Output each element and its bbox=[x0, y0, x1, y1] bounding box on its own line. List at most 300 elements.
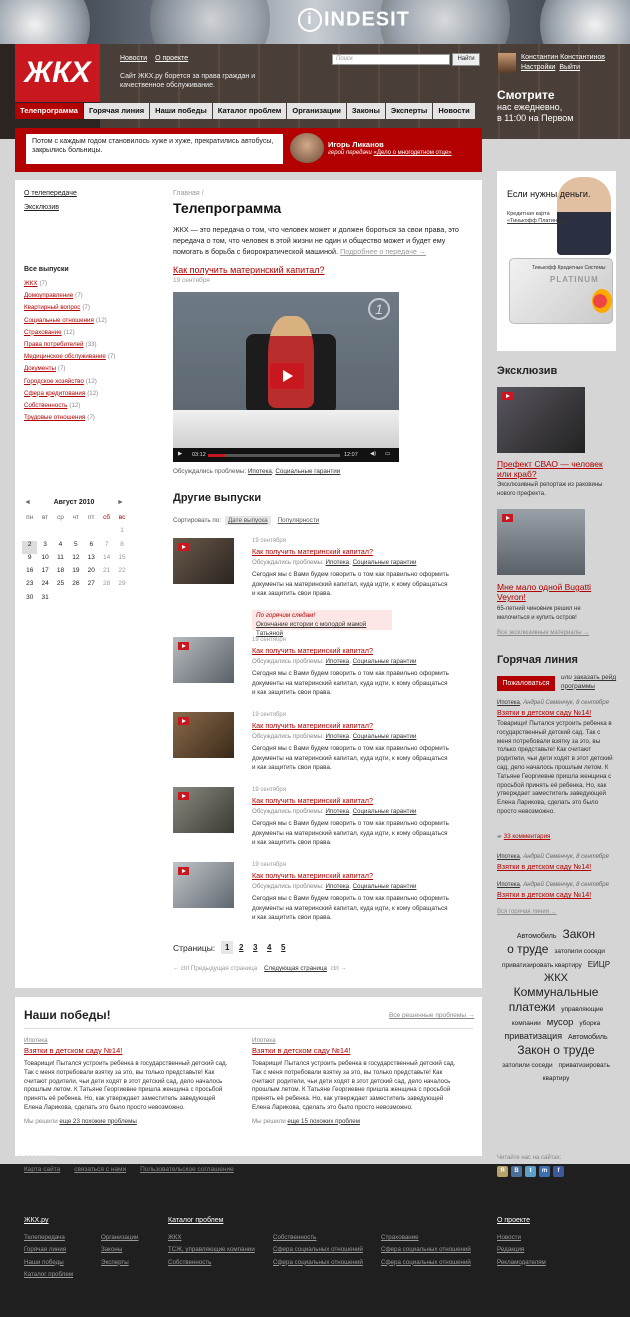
footer-column bbox=[273, 1232, 363, 1269]
episode-discussed: Обсуждались проблемы: Ипотека, Социальные гарантии bbox=[252, 559, 417, 566]
calendar-empty bbox=[68, 594, 83, 607]
calendar-next-button[interactable]: ► bbox=[117, 499, 124, 506]
similar-problems-link[interactable]: еще 15 похожих проблем bbox=[287, 1117, 360, 1125]
social-icon[interactable]: t bbox=[525, 1166, 536, 1177]
episode-text: Сегодня мы с Вами будем говорить о том как правильно оформить документы на материнский капитал, куда идти, к кому обращаться и как защитить свои права. bbox=[252, 571, 449, 597]
issue-link[interactable]: Городское хозяйство bbox=[24, 377, 84, 385]
user-links bbox=[521, 64, 584, 71]
issue-item bbox=[24, 365, 154, 377]
footer-link[interactable]: Горячая линия bbox=[24, 1246, 67, 1254]
page-prev-next: ← ctrl Предыдущая страница Следующая страница ctrl → bbox=[173, 965, 347, 972]
featured-discussed: Обсуждались проблемы: Ипотека, Социальные гарантии bbox=[173, 468, 341, 475]
victory-title-link[interactable]: Взятки в детском саду №14! bbox=[252, 1046, 351, 1055]
episode-title-link[interactable]: Как получить материнский капитал? bbox=[252, 796, 373, 805]
contact-link[interactable]: связаться с нами bbox=[74, 1166, 127, 1173]
search-input[interactable]: Поиск bbox=[332, 54, 450, 65]
tag-link[interactable]: Автомобиль bbox=[516, 933, 557, 940]
divider bbox=[24, 1028, 473, 1029]
tag-link[interactable]: управляющие bbox=[561, 1006, 604, 1013]
issue-item bbox=[24, 317, 154, 329]
watch-promo: Смотрите нас ежедневно, в 11:00 на Первом bbox=[497, 88, 574, 123]
nav-news[interactable]: Новости bbox=[433, 103, 474, 119]
calendar-day[interactable]: 8 bbox=[120, 540, 124, 548]
tag-mortgage-link[interactable]: Ипотека bbox=[325, 883, 350, 890]
video-time-elapsed: 03:12 bbox=[192, 452, 206, 458]
footer-heading-link[interactable]: ЖКХ.ру bbox=[24, 1217, 49, 1224]
episode-thumb[interactable] bbox=[173, 538, 234, 584]
social-icon[interactable]: Я bbox=[497, 1166, 508, 1177]
comment-icon: ▰ bbox=[497, 833, 502, 840]
page-link[interactable]: 3 bbox=[253, 943, 258, 952]
video-time-total: 12:07 bbox=[344, 452, 358, 458]
breadcrumb[interactable]: Главная / bbox=[173, 190, 204, 197]
issue-count: (12) bbox=[95, 316, 107, 324]
calendar-empty bbox=[53, 527, 68, 540]
issue-item bbox=[24, 390, 154, 402]
nav-victories[interactable]: Наши победы bbox=[150, 103, 212, 119]
episode-date: 19 сентября bbox=[252, 862, 286, 868]
more-about-link[interactable]: Подробнее о передаче → bbox=[340, 247, 427, 256]
footer-link[interactable]: Сфера социальных отношений bbox=[381, 1258, 471, 1266]
episode-title-link[interactable]: Как получить материнский капитал? bbox=[252, 646, 373, 655]
ad-subtext: Кредитная карта «Тинькофф Платинум» bbox=[507, 211, 567, 224]
tag-link[interactable]: приватизировать bbox=[558, 1062, 610, 1069]
calendar-weekday: чт bbox=[72, 514, 80, 521]
top-banner-ad[interactable] bbox=[0, 0, 630, 44]
footer-links bbox=[24, 1166, 248, 1173]
issue-count: (7) bbox=[57, 365, 66, 373]
issue-count: (7) bbox=[75, 292, 83, 300]
episode-date: 19 сентября bbox=[252, 712, 286, 718]
tag-link[interactable]: платежи bbox=[508, 1000, 556, 1014]
calendar-week bbox=[22, 594, 130, 607]
footer-link[interactable]: Сфера социальных отношений bbox=[273, 1258, 363, 1266]
calendar-day[interactable]: 7 bbox=[104, 540, 109, 548]
footer-link[interactable]: Каталог проблем bbox=[24, 1270, 74, 1278]
hot-trail-box bbox=[252, 610, 392, 637]
comments-link[interactable]: ▰ 33 комментария bbox=[497, 833, 551, 840]
issue-link[interactable]: Документы bbox=[24, 365, 56, 373]
about-link[interactable]: О проекте bbox=[155, 55, 189, 62]
calendar-day[interactable]: 13 bbox=[87, 553, 95, 561]
similar-problems-link[interactable]: еще 23 похожие проблемы bbox=[59, 1117, 137, 1125]
hot-trail-label: По горячим следам! bbox=[256, 612, 316, 619]
fullscreen-icon[interactable]: ▭ bbox=[385, 451, 391, 457]
order-raid: или заказать рейд программы bbox=[561, 674, 617, 690]
copyright: © 2010 ЖКХ bbox=[17, 1155, 57, 1162]
play-icon bbox=[502, 514, 513, 522]
calendar-day[interactable]: 12 bbox=[72, 553, 80, 561]
calendar-empty bbox=[53, 594, 68, 607]
footer-link[interactable]: Собственность bbox=[168, 1258, 212, 1266]
all-solved-link[interactable]: Все решенные проблемы → bbox=[389, 1012, 475, 1019]
issue-count: (12) bbox=[63, 328, 75, 336]
tag-link[interactable]: о труде bbox=[507, 942, 549, 956]
calendar-day[interactable]: 23 bbox=[26, 580, 34, 588]
footer-heading-link[interactable]: О проекте bbox=[497, 1217, 531, 1224]
episode-title-link[interactable]: Как получить материнский капитал? bbox=[252, 721, 373, 730]
exclusive-link[interactable]: Эксклюзив bbox=[24, 204, 59, 211]
episode-item bbox=[173, 538, 463, 637]
tag-mortgage-link[interactable]: Ипотека bbox=[325, 733, 350, 740]
banner-disc bbox=[540, 0, 630, 44]
video-scene-desk bbox=[173, 410, 399, 448]
footer-column bbox=[381, 1232, 471, 1269]
calendar-day[interactable]: 15 bbox=[118, 553, 126, 561]
issue-link[interactable]: Медицинское обслуживание bbox=[24, 353, 106, 361]
play-icon bbox=[178, 792, 189, 800]
footer-link[interactable]: Страхование bbox=[381, 1234, 419, 1241]
tag-link[interactable]: Закон о труде bbox=[517, 1043, 595, 1057]
all-hotline-link[interactable]: Вся горячая линия → bbox=[497, 909, 557, 915]
page-link[interactable]: 2 bbox=[239, 943, 244, 952]
calendar-weekday: вс bbox=[118, 514, 126, 521]
featured-date: 19 сентября bbox=[173, 277, 210, 284]
hero-name: Игорь Ликанов bbox=[328, 140, 384, 149]
victory-category-link[interactable]: Ипотека bbox=[252, 1037, 276, 1044]
tag-mortgage-link[interactable]: Ипотека bbox=[325, 808, 350, 815]
calendar-day[interactable]: 21 bbox=[103, 567, 111, 575]
calendar-empty bbox=[84, 594, 99, 607]
episode-text: Сегодня мы с Вами будем говорить о том как правильно оформить документы на материнский капитал, куда идти, к кому обращаться и как защитить свои права. bbox=[252, 820, 449, 846]
calendar-day[interactable]: 30 bbox=[26, 593, 34, 601]
calendar-weekday: сб bbox=[103, 514, 111, 521]
footer-link[interactable]: Телепередача bbox=[24, 1234, 65, 1241]
tag-link[interactable]: Закон bbox=[562, 927, 596, 941]
exclusive-title-link[interactable]: Мне мало одной Bugatti Veyron! bbox=[497, 582, 592, 602]
nav-tvprogram[interactable]: Телепрограмма bbox=[15, 103, 83, 119]
logout-link[interactable]: Выйти bbox=[559, 64, 581, 71]
footer-column bbox=[168, 1232, 255, 1269]
calendar-empty bbox=[68, 527, 83, 540]
footer-link[interactable]: ЖКХ bbox=[168, 1234, 182, 1241]
social-icon[interactable]: В bbox=[511, 1166, 522, 1177]
nav-organizations[interactable]: Организации bbox=[287, 103, 345, 119]
tag-social-guarantees-link[interactable]: Социальные гарантии bbox=[352, 658, 417, 665]
calendar-day[interactable]: 3 bbox=[43, 540, 47, 548]
video-seek-progress bbox=[208, 454, 225, 457]
episode-item bbox=[173, 712, 463, 782]
play-icon bbox=[178, 717, 189, 725]
footer-link[interactable]: Законы bbox=[101, 1246, 123, 1254]
issue-count: (33) bbox=[85, 340, 97, 348]
mastercard-icon bbox=[592, 289, 612, 313]
footer-column bbox=[24, 1232, 73, 1281]
exclusive-heading: Эксклюзив bbox=[497, 365, 558, 377]
calendar-weekday: пт bbox=[88, 514, 95, 521]
calendar-day[interactable]: 2 bbox=[22, 541, 37, 554]
episode-thumb[interactable] bbox=[173, 787, 234, 833]
calendar-day[interactable]: 25 bbox=[56, 580, 65, 588]
tag-link[interactable]: Автомобиль bbox=[568, 1034, 608, 1041]
footer-link[interactable]: Редакция bbox=[497, 1246, 525, 1254]
episode-date: 19 сентября bbox=[252, 538, 286, 544]
issue-item bbox=[24, 402, 154, 414]
issues-heading: Все выпуски bbox=[24, 266, 69, 273]
tag-link[interactable]: Коммунальные bbox=[513, 985, 599, 999]
issue-item bbox=[24, 280, 154, 292]
search-button[interactable]: Найти bbox=[452, 53, 480, 66]
calendar-day[interactable]: 16 bbox=[26, 567, 34, 575]
victory-footer: Мы решили еще 15 похожих проблем bbox=[252, 1117, 360, 1125]
footer-link[interactable]: Сфера социальных отношений bbox=[273, 1246, 363, 1254]
episode-date: 19 сентября bbox=[252, 787, 286, 793]
exclusive-thumb[interactable] bbox=[497, 387, 585, 453]
issue-link[interactable]: Квартирный вопрос bbox=[24, 304, 81, 312]
episode-date: 19 сентября bbox=[252, 637, 286, 643]
episode-discussed: Обсуждались проблемы: Ипотека, Социальные гарантии bbox=[252, 658, 417, 665]
nav-laws[interactable]: Законы bbox=[347, 103, 385, 119]
banner-disc bbox=[150, 0, 270, 44]
victory-text: Товарищи! Пытался устроить ребенка в государственный детский сад. Так с меня потребовали взятку за это, вы только представьте! Как считают родители, чьи дети ходят в этот детский сад, дело началось прошлым летом. К Татьяне Георгиевне пришла женщина с просьбой принять её ребенка. Но, как утверждает заместитель заведующей Елена Ларикова, сделать это было просто невозможно. bbox=[252, 1060, 456, 1111]
hotline-text: Товарищи! Пытался устроить ребенка в государственный детский сад. Так с меня потребовали взятку за это, вы только представьте! Как считают родители, чьи дети ходят в этот детский сад, дело началось прошлым летом. К Татьяне Георгиевне пришла женщина с просьбой принять её ребенка. Но, как утверждает заместитель заведующей Елена Ларикова, сделать это было просто невозможно. bbox=[497, 720, 613, 815]
calendar-day[interactable]: 20 bbox=[87, 567, 95, 575]
calendar-day[interactable]: 22 bbox=[118, 567, 126, 575]
tag-link[interactable]: затопили соседи bbox=[554, 948, 605, 955]
hotline-title-link[interactable]: Взятки в детском саду №14! bbox=[497, 862, 592, 871]
tag-social-guarantees-link[interactable]: Социальные гарантии bbox=[352, 808, 417, 815]
issue-link[interactable]: Сфера кредитования bbox=[24, 389, 86, 397]
issue-link[interactable]: Страхование bbox=[24, 328, 62, 336]
calendar-week bbox=[22, 527, 130, 540]
calendar-month: Август 2010 bbox=[53, 499, 95, 506]
issue-item bbox=[24, 414, 154, 426]
episode-item bbox=[173, 787, 463, 857]
social-icons bbox=[497, 1166, 567, 1177]
tag-mortgage-link[interactable]: Ипотека bbox=[247, 468, 272, 475]
calendar-day[interactable]: 29 bbox=[118, 580, 126, 588]
calendar-prev-button[interactable]: ◄ bbox=[24, 499, 31, 506]
calendar-day[interactable]: 10 bbox=[41, 553, 49, 561]
sort-by-date[interactable]: Дате выпуска bbox=[225, 516, 271, 525]
complain-button[interactable]: Пожаловаться bbox=[497, 676, 555, 691]
featured-title-link[interactable]: Как получить материнский капитал? bbox=[173, 265, 325, 275]
calendar-day[interactable]: 19 bbox=[72, 567, 80, 575]
ad-card-image: Тинькофф Кредитные Системы PLATINUM bbox=[509, 258, 613, 324]
issue-item bbox=[24, 341, 154, 353]
read-us-label: Читайте нас на сайтах: bbox=[497, 1155, 562, 1161]
main-nav bbox=[15, 103, 476, 119]
tag-mortgage-link[interactable]: Ипотека bbox=[325, 658, 350, 665]
banner-disc bbox=[0, 0, 90, 44]
left-sidebar bbox=[24, 190, 154, 218]
victory-footer: Мы решили еще 23 похожие проблемы bbox=[24, 1117, 137, 1125]
tag-link[interactable]: квартиру bbox=[542, 1075, 570, 1082]
site-tagline: Сайт ЖКХ.ру борется за права граждан и качественное обслуживание. bbox=[120, 73, 256, 89]
issue-link[interactable]: Социальные отношения bbox=[24, 316, 94, 324]
episode-title-link[interactable]: Как получить материнский капитал? bbox=[252, 547, 373, 556]
issue-link[interactable]: ЖКХ bbox=[24, 280, 38, 287]
tag-social-guarantees-link[interactable]: Социальные гарантии bbox=[352, 559, 417, 566]
calendar-day[interactable]: 6 bbox=[89, 540, 94, 548]
issue-item bbox=[24, 304, 154, 316]
next-page-link[interactable]: Следующая страница bbox=[264, 965, 327, 972]
sort-by-popularity[interactable]: Популярности bbox=[277, 517, 320, 524]
calendar-day[interactable]: 18 bbox=[56, 567, 65, 575]
tag-link[interactable]: затопили соседи bbox=[502, 1062, 553, 1069]
play-icon bbox=[178, 543, 189, 551]
issue-count: (7) bbox=[87, 414, 95, 422]
calendar-day[interactable]: 5 bbox=[74, 540, 78, 548]
issue-count: (7) bbox=[82, 304, 90, 312]
top-links bbox=[120, 55, 196, 62]
terms-link[interactable]: Пользовательское соглашение bbox=[140, 1166, 234, 1173]
episode-thumb[interactable] bbox=[173, 712, 234, 758]
episode-thumb[interactable] bbox=[173, 862, 234, 908]
calendar-day[interactable]: 4 bbox=[58, 540, 63, 548]
tag-link[interactable]: приватизация bbox=[504, 1031, 563, 1041]
prev-page: ← ctrl Предыдущая страница bbox=[173, 965, 258, 972]
calendar-day[interactable]: 31 bbox=[41, 593, 49, 601]
issue-count: (7) bbox=[107, 353, 116, 361]
credit-card-ad[interactable] bbox=[497, 171, 616, 351]
calendar-day[interactable]: 24 bbox=[41, 580, 49, 588]
user-name-link[interactable]: Константин Константинов bbox=[521, 54, 605, 61]
footer-column bbox=[101, 1232, 138, 1269]
issue-item bbox=[24, 378, 154, 390]
issue-link[interactable]: Домоуправление bbox=[24, 292, 74, 300]
calendar-day[interactable]: 9 bbox=[27, 553, 32, 561]
calendar-week bbox=[22, 554, 130, 567]
footer-link[interactable]: Собственность bbox=[273, 1234, 317, 1241]
episode-text: Сегодня мы с Вами будем говорить о том как правильно оформить документы на материнский капитал, куда идти, к кому обращаться и как защитить свои права. bbox=[252, 670, 449, 696]
site-logo[interactable]: ЖКХ bbox=[15, 44, 100, 102]
episode-thumb[interactable] bbox=[173, 637, 234, 683]
issue-link[interactable]: Трудовые отношения bbox=[24, 414, 86, 422]
sort-controls: Сортировать по: Дате выпуска Популярности bbox=[173, 516, 322, 525]
settings-link[interactable]: Настройки bbox=[521, 64, 556, 71]
footer-column bbox=[497, 1232, 546, 1269]
calendar-week bbox=[22, 580, 130, 593]
play-icon bbox=[178, 867, 189, 875]
calendar-day[interactable]: 1 bbox=[120, 527, 124, 535]
video-scene-host bbox=[268, 316, 314, 408]
exclusive-thumb[interactable] bbox=[497, 509, 585, 575]
footer-link[interactable]: Сфера социальных отношений bbox=[381, 1246, 471, 1254]
tag-cloud bbox=[497, 928, 615, 1085]
calendar-day[interactable]: 14 bbox=[103, 553, 111, 561]
page-link[interactable]: 5 bbox=[281, 943, 286, 952]
calendar-empty bbox=[22, 527, 37, 540]
sitemap-link[interactable]: Карта сайта bbox=[24, 1166, 61, 1173]
volume-icon[interactable]: ◀) bbox=[370, 451, 377, 457]
other-episodes-heading: Другие выпуски bbox=[173, 492, 262, 504]
episode-title-link[interactable]: Как получить материнский капитал? bbox=[252, 871, 373, 880]
ad-headline: Если нужны деньги. bbox=[507, 189, 591, 199]
calendar-empty bbox=[114, 594, 129, 607]
page-link[interactable]: 4 bbox=[267, 943, 272, 952]
calendar bbox=[22, 514, 130, 607]
episode-discussed: Обсуждались проблемы: Ипотека, Социальные гарантии bbox=[252, 733, 417, 740]
tag-social-guarantees-link[interactable]: Социальные гарантии bbox=[275, 468, 341, 475]
tag-social-guarantees-link[interactable]: Социальные гарантии bbox=[352, 733, 417, 740]
calendar-weekdays bbox=[22, 514, 130, 527]
calendar-day[interactable]: 17 bbox=[41, 567, 49, 575]
play-icon[interactable]: ▶ bbox=[178, 451, 183, 457]
footer-link[interactable]: Наши победы bbox=[24, 1258, 64, 1266]
issue-item bbox=[24, 353, 154, 365]
order-raid-link[interactable]: заказать рейд программы bbox=[561, 674, 617, 690]
about-show-link[interactable]: О телепередаче bbox=[24, 190, 77, 197]
exclusive-sub: 65-летний чиновник решил не мелочиться и купить остров! bbox=[497, 606, 581, 621]
hotline-title-link[interactable]: Взятки в детском саду №14! bbox=[497, 708, 592, 717]
calendar-day[interactable]: 28 bbox=[103, 580, 111, 588]
hotline-meta: Ипотека, Андрей Семенчук, 8 сентября bbox=[497, 854, 609, 860]
victory-title-link[interactable]: Взятки в детском саду №14! bbox=[24, 1046, 123, 1055]
victory-text: Товарищи! Пытался устроить ребенка в государственный детский сад. Так с меня потребовали взятку за это, вы только представьте! Как считают родители, чьи дети ходят в этот детский сад, дело началось прошлым летом. К Татьяне Георгиевне пришла женщина с просьбой принять её ребенка. Но, как утверждает заместитель заведующей Елена Ларикова, сделать это было просто невозможно. bbox=[24, 1060, 228, 1111]
issue-count: (12) bbox=[85, 377, 97, 385]
tag-link[interactable]: приватизировать квартиру bbox=[501, 962, 582, 969]
victories-heading: Наши победы! bbox=[24, 1008, 111, 1022]
issue-item bbox=[24, 329, 154, 341]
nav-catalog[interactable]: Каталог проблем bbox=[213, 103, 287, 119]
footer-link[interactable]: Организации bbox=[101, 1234, 139, 1241]
episode-discussed: Обсуждались проблемы: Ипотека, Социальные гарантии bbox=[252, 808, 417, 815]
calendar-week bbox=[22, 541, 130, 554]
tag-link[interactable]: уборка bbox=[579, 1020, 601, 1027]
footer-heading-link[interactable]: Каталог проблем bbox=[168, 1217, 224, 1224]
calendar-weekday: ср bbox=[57, 514, 64, 521]
exclusive-sub: Эксклюзивный репортаж из раковины нового префекта. bbox=[497, 482, 603, 497]
calendar-day[interactable]: 11 bbox=[57, 553, 64, 561]
all-exclusive-link[interactable]: Все эксклюзивные материалы → bbox=[497, 630, 590, 636]
tag-link[interactable]: мусор bbox=[546, 1017, 574, 1028]
victory-item bbox=[252, 1037, 462, 1125]
video-seek-bar[interactable] bbox=[208, 454, 340, 457]
tag-social-guarantees-link[interactable]: Социальные гарантии bbox=[352, 883, 417, 890]
issue-count: (7) bbox=[39, 280, 48, 287]
footer-link[interactable]: Новости bbox=[497, 1234, 521, 1241]
calendar-day[interactable]: 26 bbox=[72, 580, 80, 588]
calendar-day[interactable]: 27 bbox=[87, 580, 95, 588]
social-icon[interactable]: m bbox=[539, 1166, 550, 1177]
play-icon bbox=[502, 392, 513, 400]
exclusive-title-link[interactable]: Префект СВАО — человек или краб? bbox=[497, 459, 603, 479]
user-avatar[interactable] bbox=[498, 53, 516, 73]
hotline-title-link[interactable]: Взятки в детском саду №14! bbox=[497, 890, 592, 899]
episode-text: Сегодня мы с Вами будем говорить о том как правильно оформить документы на материнский капитал, куда идти, к кому обращаться и как защитить свои права. bbox=[252, 895, 449, 921]
news-link[interactable]: Новости bbox=[120, 55, 148, 62]
social-icon[interactable]: f bbox=[553, 1166, 564, 1177]
calendar-weekday: вт bbox=[41, 514, 49, 521]
footer-link[interactable]: Рекламодателям bbox=[497, 1258, 546, 1266]
tag-mortgage-link[interactable]: Ипотека bbox=[325, 559, 350, 566]
issues-list bbox=[24, 280, 154, 426]
issue-link[interactable]: Собственность bbox=[24, 401, 68, 409]
tag-link[interactable]: ЖКХ bbox=[544, 972, 568, 984]
nav-hotline[interactable]: Горячая линия bbox=[84, 103, 149, 119]
episode-item bbox=[173, 862, 463, 932]
page-title: Телепрограмма bbox=[173, 200, 282, 216]
footer-link[interactable]: ТСЖ, управляющие компании bbox=[168, 1246, 255, 1254]
episode-text: Сегодня мы с Вами будем говорить о том как правильно оформить документы на материнский капитал, куда идти, к кому обращаться и как защитить свои права. bbox=[252, 745, 449, 771]
victory-item bbox=[24, 1037, 234, 1125]
calendar-empty bbox=[99, 527, 114, 540]
hero-case-link[interactable]: «Дело о многодетном отце» bbox=[373, 150, 452, 156]
tag-link[interactable]: компании bbox=[511, 1020, 541, 1027]
video-play-button[interactable] bbox=[270, 363, 304, 389]
footer-link[interactable]: Эксперты bbox=[101, 1258, 129, 1266]
calendar-week bbox=[22, 567, 130, 580]
hot-trail-link[interactable]: Окончание истории с молодой мамой Татьяной bbox=[256, 621, 367, 637]
indesit-logo: i INDESIT bbox=[298, 8, 410, 32]
victory-category-link[interactable]: Ипотека bbox=[24, 1037, 48, 1044]
tag-link[interactable]: ЕИЦР bbox=[587, 960, 611, 969]
calendar-empty bbox=[84, 527, 99, 540]
play-icon bbox=[178, 642, 189, 650]
nav-experts[interactable]: Эксперты bbox=[386, 103, 432, 119]
issue-link[interactable]: Права потребителей bbox=[24, 340, 84, 348]
